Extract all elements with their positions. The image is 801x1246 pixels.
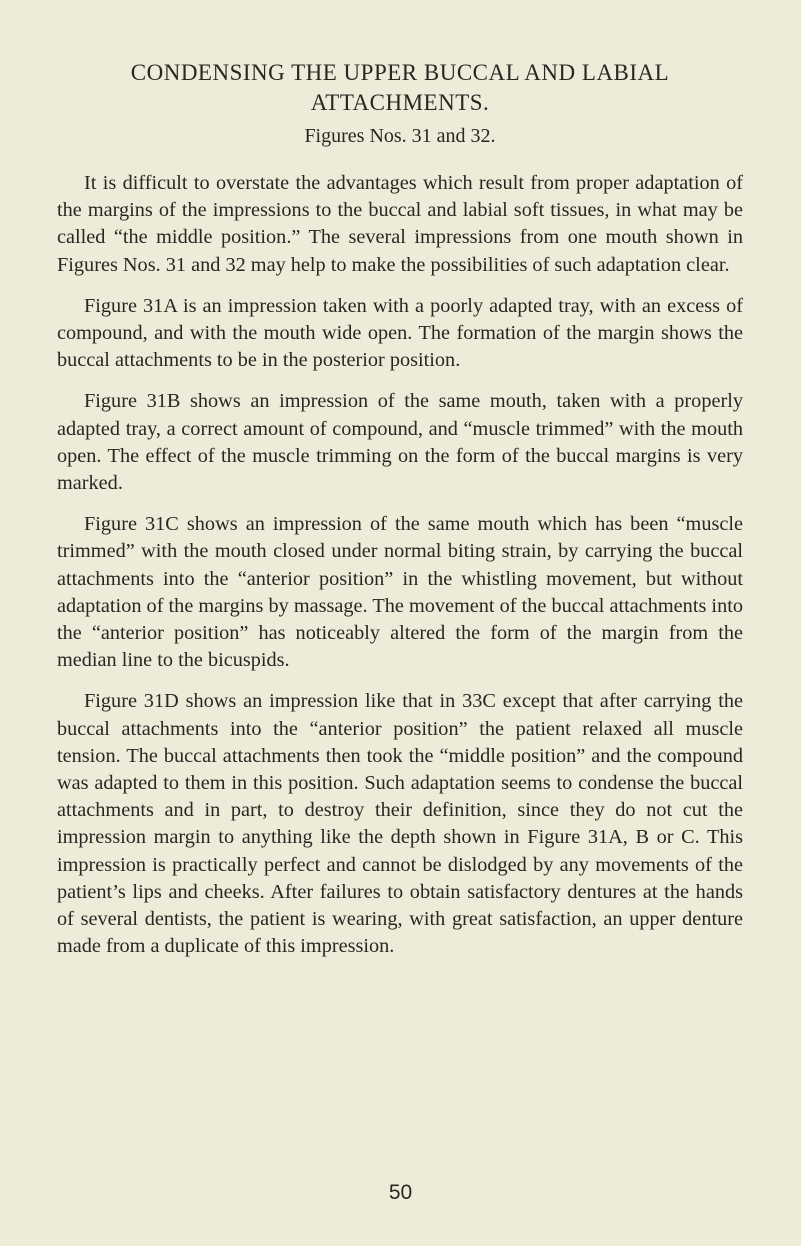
paragraph-figure-31b: Figure 31B shows an impression of the same mouth, taken with a properly adapted tray, a correct amount of compound, and “muscle trimmed” with the mouth open. The effect of the muscle trimming on the form of the buccal margins is very marked. (57, 390, 743, 495)
page-content (57, 58, 743, 960)
title-line-2: ATTACHMENTS. (310, 90, 490, 115)
paragraph-figure-31d: Figure 31D shows an impression like that in 33C except that after carrying the buccal attachments into the “anterior position” the patient relaxed all muscle tension. The buccal attachments then took the “middle position” and the compound was adapted to them in this position. Such adaptation seems to condense the buccal attachments and in part, to destroy their definition, since they do not cut the impression margin to anything like the depth shown in Figure 31A, B or C. This impression is practically perfect and cannot be dislodged by any movements of the patient’s lips and cheeks. After failures to obtain satisfactory dentures at the hands of several dentists, the patient is wearing, with great satisfaction, an upper denture made from a duplicate of this impression. (57, 690, 743, 958)
page-number: 50 (388, 1181, 413, 1204)
paragraph-figure-31a: Figure 31A is an impression taken with a poorly adapted tray, with an excess of compound, and with the mouth wide open. The formation of the margin shows the buccal attachments to be in the posterior position. (57, 294, 743, 372)
figures-reference: Figures Nos. 31 and 32. (304, 125, 496, 147)
title-line-1: CONDENSING THE UPPER BUCCAL AND LABIAL (130, 60, 670, 85)
page-title (57, 58, 743, 118)
paragraph-intro: It is difficult to overstate the advantages which result from proper adaptation of the margins of the impressions to the buccal and labial soft tissues, in what may be called “the middle position.” The several impressions from one mouth shown in Figures Nos. 31 and 32 may help to make the possibilities of such adaptation clear. (57, 172, 743, 276)
paragraph-figure-31c: Figure 31C shows an impression of the same mouth which has been “muscle trimmed” with the mouth closed under normal biting strain, by carrying the buccal attachments into the “anterior position” in the whistling movement, but without adaptation of the margins by massage. The movement of the buccal attachments into the “anterior position” has noticeably altered the form of the margin from the median line to the bicuspids. (57, 513, 743, 672)
